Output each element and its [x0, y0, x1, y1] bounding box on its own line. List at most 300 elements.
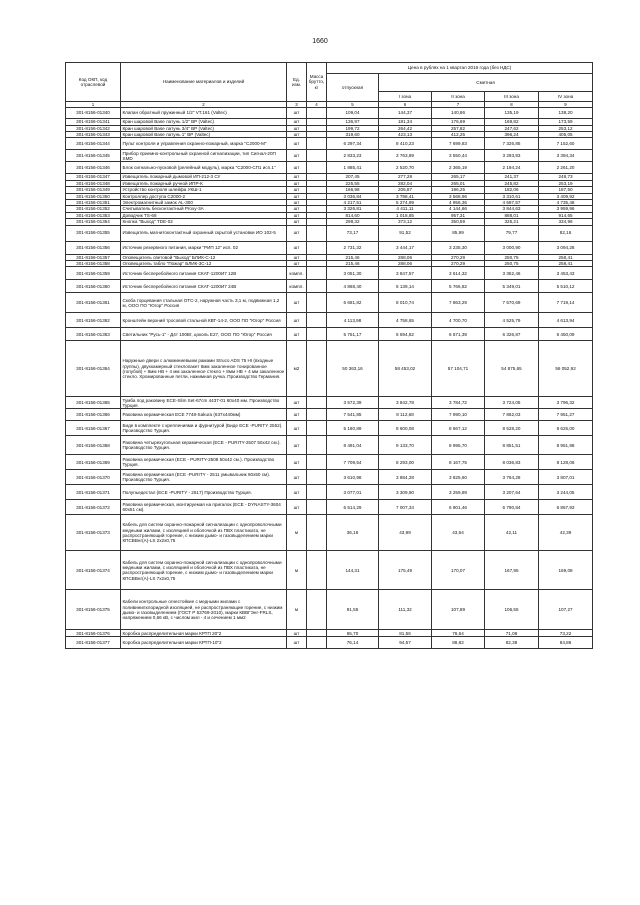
price-zone-2: 7 990,10 — [432, 409, 485, 421]
price-zone-1: 81,56 — [379, 630, 432, 637]
item-unit: шт — [287, 206, 307, 212]
table-row — [66, 267, 593, 280]
item-unit: шт — [287, 180, 307, 186]
item-name: Раковина керамическая ECE 7748-Sakura (637х440мм) — [121, 409, 287, 421]
item-name: Блок сигнально-пусковой (релейный модуль), марка "С2000-СП1 исп.1" — [121, 162, 287, 174]
item-name: Устройство контроля шлейфа УКШ-1 — [121, 187, 287, 193]
price-zone-3: 325,21 — [485, 219, 539, 225]
price-zone-4: 173,59 — [539, 119, 593, 125]
price-zone-3: 3 000,90 — [485, 241, 539, 254]
item-unit: шт — [287, 436, 307, 455]
price-zone-1: 6 139,14 — [379, 280, 432, 293]
item-unit: м — [287, 590, 307, 630]
price-zone-4: 2 261,20 — [539, 162, 593, 174]
price-zone-4: 334,96 — [539, 219, 593, 225]
price-zone-1: 2 520,70 — [379, 162, 432, 174]
item-name: Кабель для систем охранно-пожарной сигнализации с однопроволочными медными жилами, с изоляцией и оболочкой из ПВХ пластиката, не распространяющий горение, с низким дымо- и газовыделением марки КПСВВнг(А)-LS 2х2х0,75 — [121, 515, 287, 551]
release-price: 215,46 — [327, 254, 379, 260]
price-zone-3: 182,06 — [485, 187, 539, 193]
price-zone-4: 138,20 — [539, 108, 593, 119]
price-zone-2: 88,82 — [432, 637, 485, 649]
header-release-price: отпускная — [327, 74, 379, 102]
item-unit: шт — [287, 637, 307, 649]
column-number: 7 — [432, 102, 485, 108]
price-zone-2: 3 235,30 — [432, 241, 485, 254]
item-code: 301-8156-01343 — [66, 132, 121, 138]
item-code: 301-8156-01371 — [66, 485, 121, 500]
item-code: 301-8156-01348 — [66, 180, 121, 186]
price-zone-3: 3 844,63 — [485, 206, 539, 212]
price-zone-3: 8 036,83 — [485, 455, 539, 470]
item-mass — [307, 637, 327, 649]
item-code: 301-8156-01366 — [66, 409, 121, 421]
price-zone-3: 135,19 — [485, 108, 539, 119]
item-unit: шт — [287, 500, 307, 515]
price-zone-4: 73,22 — [539, 630, 593, 637]
header-zone-1: I зона — [379, 92, 432, 102]
item-unit: шт — [287, 174, 307, 180]
item-name: Прибор приемно-контрольный охранной сигнализации, тип Сигнал-20П SMD — [121, 150, 287, 162]
price-zone-3: 106,55 — [485, 590, 539, 630]
item-name: Кран шаровой Base латунь 1" ВР (Valtec) — [121, 132, 287, 138]
item-code: 301-8156-01341 — [66, 119, 121, 125]
price-zone-3: 247,62 — [485, 125, 539, 131]
table-row — [66, 313, 593, 328]
price-zone-2: 4 956,36 — [432, 200, 485, 206]
item-code: 301-8156-01375 — [66, 590, 121, 630]
header-name: Наименование материалов и изделий — [121, 63, 287, 102]
price-zone-1: 175,49 — [379, 551, 432, 590]
price-zone-3: 54 875,65 — [485, 341, 539, 397]
price-zone-2: 3 568,96 — [432, 193, 485, 199]
item-mass — [307, 150, 327, 162]
item-mass — [307, 409, 327, 421]
price-zone-2: 7 699,83 — [432, 138, 485, 150]
price-zone-3: 3 724,05 — [485, 397, 539, 409]
table-row — [66, 421, 593, 436]
price-zone-1: 206,87 — [379, 187, 432, 193]
item-name: Раковина четырехугольная керамическая (ECE - PURITY-2507 50х42 см.). Производство Турция. — [121, 436, 287, 455]
item-mass — [307, 485, 327, 500]
release-price: 109,04 — [327, 108, 379, 119]
price-zone-2: 196,25 — [432, 187, 485, 193]
price-zone-4: 3 409,92 — [539, 193, 593, 199]
item-name: Кнопка "Выход" TDE-02 — [121, 219, 287, 225]
price-zone-3: 79,77 — [485, 225, 539, 241]
item-mass — [307, 470, 327, 485]
table-row — [66, 470, 593, 485]
price-zone-1: 288,06 — [379, 254, 432, 260]
release-price: 136,97 — [327, 119, 379, 125]
price-zone-1: 3 842,78 — [379, 397, 432, 409]
item-code: 301-8156-01372 — [66, 500, 121, 515]
item-unit: шт — [287, 219, 307, 225]
price-table — [65, 62, 593, 649]
item-mass — [307, 267, 327, 280]
item-name: Раковина керамическая, монтируемая на пригалок (ECE - DYNASTY-3604 60х51 см). — [121, 500, 287, 515]
item-code: 301-8156-01363 — [66, 328, 121, 341]
item-code: 301-8156-01360 — [66, 280, 121, 293]
price-zone-2: 140,86 — [432, 108, 485, 119]
item-mass — [307, 551, 327, 590]
price-zone-3: 5 349,01 — [485, 280, 539, 293]
price-zone-1: 94,57 — [379, 637, 432, 649]
price-zone-2: 8 995,70 — [432, 436, 485, 455]
price-zone-4: 253,19 — [539, 180, 593, 186]
table-row — [66, 341, 593, 397]
item-mass — [307, 397, 327, 409]
item-mass — [307, 630, 327, 637]
item-name: Кран шаровой Base латунь 3/4" ВР (Valtec) — [121, 125, 287, 131]
item-mass — [307, 241, 327, 254]
price-zone-4: 169,08 — [539, 551, 593, 590]
price-zone-3: 2 194,24 — [485, 162, 539, 174]
item-unit: шт — [287, 241, 307, 254]
price-zone-1: 3 847,57 — [379, 267, 432, 280]
column-number: 4 — [307, 102, 327, 108]
item-unit: м2 — [287, 341, 307, 397]
item-code: 301-8156-01350 — [66, 193, 121, 199]
price-zone-2: 6 901,46 — [432, 500, 485, 515]
item-code: 301-8156-01374 — [66, 551, 121, 590]
table-row — [66, 162, 593, 174]
price-zone-4: 7 152,60 — [539, 138, 593, 150]
price-zone-4: 258,41 — [539, 254, 593, 260]
item-name: Источник резервного питания, марки "РИП 12" исп. 02 — [121, 241, 287, 254]
item-name: Коробка распределительная марки КРТП 20"2 — [121, 630, 287, 637]
item-name: Биде в комплекте с креплениями и фурнитурой (Биде ECE -PURITY 2552). Производство Турция. — [121, 421, 287, 436]
price-zone-3: 169,82 — [485, 119, 539, 125]
release-price: 2 731,32 — [327, 241, 379, 254]
price-zone-4: 84,86 — [539, 637, 593, 649]
item-code: 301-8156-01356 — [66, 241, 121, 254]
price-zone-4: 187,50 — [539, 187, 593, 193]
item-name: Раковина керамическая (ECE -PURITY - 2511 умывальник 60х50 см). Производство Турция. — [121, 470, 287, 485]
item-name: Кабели контрольные огнестойкие с медными жилами с поливинилхлоридной изоляцией, не распространяющие горение, с низким дымо- и газовыделением (ГОСТ Р 53769-2010), марки КВВГЭнг-FRLS, напряжением 0,66 кВ, с числом жил - 4 и сечением 1 мм2 — [121, 590, 287, 630]
item-code: 301-8156-01345 — [66, 150, 121, 162]
price-zone-2: 170,07 — [432, 551, 485, 590]
item-unit: шт — [287, 193, 307, 199]
release-price: 4 113,98 — [327, 313, 379, 328]
release-price: 5 180,89 — [327, 421, 379, 436]
price-zone-1: 8 600,08 — [379, 421, 432, 436]
item-name: Светильник "Русь-1" - Д4т 100Вт, цоколь Е27, ООО ПО "Югор" Россия — [121, 328, 287, 341]
table-body — [66, 108, 593, 649]
table-row — [66, 241, 593, 254]
price-zone-2: 957,31 — [432, 212, 485, 218]
price-zone-3: 3 207,64 — [485, 485, 539, 500]
release-price: 50 363,16 — [327, 341, 379, 397]
item-mass — [307, 515, 327, 551]
item-unit: шт — [287, 470, 307, 485]
release-price: 144,31 — [327, 551, 379, 590]
column-number: 5 — [327, 102, 379, 108]
release-price: 3 572,39 — [327, 397, 379, 409]
item-name: Кран шаровой Base латунь 1/2" ВР (Valtec) — [121, 119, 287, 125]
price-zone-4: 56 052,92 — [539, 341, 593, 397]
item-name: Тумба под раковину ECE-Slim Set-67cm 4437-01 60х40 мм. Производство Турция. — [121, 397, 287, 409]
price-zone-2: 3 825,60 — [432, 470, 485, 485]
table-row — [66, 293, 593, 313]
price-zone-1: 3 309,90 — [379, 485, 432, 500]
release-price: 76,14 — [327, 637, 379, 649]
table-row — [66, 455, 593, 470]
item-unit: шт — [287, 485, 307, 500]
item-unit: шт — [287, 630, 307, 637]
price-zone-4: 405,05 — [539, 132, 593, 138]
release-price: 4 868,40 — [327, 280, 379, 293]
item-unit: шт — [287, 212, 307, 218]
price-zone-2: 350,59 — [432, 219, 485, 225]
item-name: Пульт контроля и управления охранно-пожарный, марка "С2000-М" — [121, 138, 287, 150]
release-price: 7 541,85 — [327, 409, 379, 421]
release-price: 3 610,98 — [327, 470, 379, 485]
item-code: 301-8156-01354 — [66, 219, 121, 225]
price-zone-4: 4 613,94 — [539, 313, 593, 328]
item-name: Оповещатель табло "Пожар" БЛИК-3С-12 — [121, 261, 287, 267]
release-price: 319,60 — [327, 132, 379, 138]
item-code: 301-8156-01355 — [66, 225, 121, 241]
price-zone-4: 6 867,93 — [539, 500, 593, 515]
table-row — [66, 108, 593, 119]
release-price: 5 751,17 — [327, 328, 379, 341]
price-zone-4: 7 951,27 — [539, 409, 593, 421]
price-zone-4: 6 450,09 — [539, 328, 593, 341]
price-zone-3: 4 525,79 — [485, 313, 539, 328]
price-zone-1: 4 411,11 — [379, 206, 432, 212]
item-name: Коробка распределительная марки КРТП-10"2 — [121, 637, 287, 649]
price-zone-1: 144,37 — [379, 108, 432, 119]
header-unit: Ед. изм. — [287, 63, 307, 102]
column-number: 8 — [485, 102, 539, 108]
price-zone-2: 7 863,29 — [432, 293, 485, 313]
price-zone-2: 4 700,70 — [432, 313, 485, 328]
price-zone-4: 42,39 — [539, 515, 593, 551]
table-row — [66, 328, 593, 341]
price-zone-4: 3 394,34 — [539, 150, 593, 162]
item-code: 301-8156-01368 — [66, 436, 121, 455]
column-number: 2 — [121, 102, 287, 108]
item-mass — [307, 138, 327, 150]
price-zone-1: 3 884,28 — [379, 470, 432, 485]
release-price: 65,70 — [327, 630, 379, 637]
item-code: 301-8156-01373 — [66, 515, 121, 551]
price-zone-4: 3 094,28 — [539, 241, 593, 254]
price-zone-1: 181,34 — [379, 119, 432, 125]
price-zone-2: 265,17 — [432, 174, 485, 180]
item-unit: шт — [287, 421, 307, 436]
price-zone-4: 3 807,01 — [539, 470, 593, 485]
column-number: 3 — [287, 102, 307, 108]
item-unit: шт — [287, 409, 307, 421]
table-row — [66, 138, 593, 150]
release-price: 3 326,81 — [327, 206, 379, 212]
item-code: 301-8156-01349 — [66, 187, 121, 193]
table-row — [66, 397, 593, 409]
price-zone-1: 282,04 — [379, 180, 432, 186]
release-price: 298,32 — [327, 219, 379, 225]
item-mass — [307, 590, 327, 630]
release-price: 166,98 — [327, 187, 379, 193]
release-price: 225,55 — [327, 180, 379, 186]
price-zone-3: 42,11 — [485, 515, 539, 551]
release-price: 4 217,51 — [327, 200, 379, 206]
item-unit: шт — [287, 261, 307, 267]
item-name: Доводчик TS-68 — [121, 212, 287, 218]
header-zone-2: II зона — [432, 92, 485, 102]
price-zone-4: 3 959,96 — [539, 206, 593, 212]
item-name: Полупьедестал (ECE -PURITY - 2517) Производство Турция. — [121, 485, 287, 500]
release-price: 6 681,82 — [327, 293, 379, 313]
release-price: 215,46 — [327, 261, 379, 267]
item-mass — [307, 421, 327, 436]
table-row — [66, 280, 593, 293]
item-unit: шт — [287, 150, 307, 162]
page-number: 1660 — [312, 38, 328, 45]
item-code: 301-8156-01351 — [66, 200, 121, 206]
header-row-1 — [66, 63, 593, 74]
item-name: Клапан обратный пружинный 1/2" VT.161 (Valtec) — [121, 108, 287, 119]
table-row — [66, 637, 593, 649]
price-zone-2: 3 550,44 — [432, 150, 485, 162]
price-zone-1: 4 758,65 — [379, 313, 432, 328]
item-mass — [307, 108, 327, 119]
item-name: Источник бесперебойного питания СКАТ-1200И7 12В — [121, 267, 287, 280]
price-zone-3: 167,95 — [485, 551, 539, 590]
price-zone-1: 3 798,41 — [379, 193, 432, 199]
item-code: 301-8156-01362 — [66, 313, 121, 328]
price-zone-3: 7 326,85 — [485, 138, 539, 150]
release-price: 73,17 — [327, 225, 379, 241]
price-zone-2: 8 167,75 — [432, 455, 485, 470]
price-zone-3: 7 862,03 — [485, 409, 539, 421]
item-code: 301-8156-01352 — [66, 206, 121, 212]
header-mass: Масса брутто, кг — [307, 63, 327, 102]
price-zone-4: 5 510,12 — [539, 280, 593, 293]
item-unit: компл. — [287, 267, 307, 280]
item-name: Считыватель бесконтактный Proxy-3A — [121, 206, 287, 212]
item-name: Раковина керамическая (ECE - PURITY-2508 50х42 см.). Производство Турция. — [121, 455, 287, 470]
item-unit: шт — [287, 328, 307, 341]
price-zone-1: 373,12 — [379, 219, 432, 225]
item-mass — [307, 313, 327, 328]
column-number: 6 — [379, 102, 432, 108]
item-mass — [307, 293, 327, 313]
table-row — [66, 500, 593, 515]
price-zone-3: 245,82 — [485, 180, 539, 186]
table-row — [66, 590, 593, 630]
price-zone-1: 8 293,00 — [379, 455, 432, 470]
release-price: 6 514,29 — [327, 500, 379, 515]
item-mass — [307, 500, 327, 515]
price-zone-3: 241,37 — [485, 174, 539, 180]
item-unit: м — [287, 551, 307, 590]
table-row — [66, 630, 593, 637]
item-code: 301-8156-01342 — [66, 125, 121, 131]
price-zone-4: 248,73 — [539, 174, 593, 180]
price-zone-2: 43,64 — [432, 515, 485, 551]
item-unit: шт — [287, 108, 307, 119]
price-zone-3: 3 352,46 — [485, 267, 539, 280]
item-code: 301-8156-01367 — [66, 421, 121, 436]
price-zone-4: 914,65 — [539, 212, 593, 218]
header-price-group: Цена в рублях на 1 квартал 2016 года (без НДС) — [327, 63, 593, 74]
item-code: 301-8156-01344 — [66, 138, 121, 150]
price-zone-4: 3 796,32 — [539, 397, 593, 409]
release-price: 2 833,23 — [327, 150, 379, 162]
release-price: 814,60 — [327, 212, 379, 218]
price-zone-4: 3 244,05 — [539, 485, 593, 500]
item-name: Электромагнитный замок AL-300 — [121, 200, 287, 206]
price-zone-3: 250,75 — [485, 254, 539, 260]
price-zone-3: 396,24 — [485, 132, 539, 138]
price-zone-2: 3 784,72 — [432, 397, 485, 409]
price-zone-4: 258,41 — [539, 261, 593, 267]
price-zone-4: 8 625,00 — [539, 421, 593, 436]
price-zone-1: 288,06 — [379, 261, 432, 267]
item-name: Извещатель пожарный дымовой ИП-212-3 СУ — [121, 174, 287, 180]
item-unit: шт — [287, 162, 307, 174]
price-zone-2: 6 571,39 — [432, 328, 485, 341]
item-unit: шт — [287, 254, 307, 260]
release-price: 207,45 — [327, 174, 379, 180]
column-number: 9 — [539, 102, 593, 108]
table-row — [66, 409, 593, 421]
price-zone-4: 8 951,98 — [539, 436, 593, 455]
price-zone-1: 43,99 — [379, 515, 432, 551]
item-unit: м — [287, 515, 307, 551]
release-price: 91,55 — [327, 590, 379, 630]
item-mass — [307, 162, 327, 174]
price-zone-2: 3 614,32 — [432, 267, 485, 280]
item-unit: шт — [287, 187, 307, 193]
item-code: 301-8156-01376 — [66, 630, 121, 637]
release-price: 8 491,04 — [327, 436, 379, 455]
price-zone-3: 3 764,28 — [485, 470, 539, 485]
price-zone-4: 3 453,43 — [539, 267, 593, 280]
price-zone-1: 5 274,99 — [379, 200, 432, 206]
item-name: Кронштейн верхний тросовой стальной КВТ-14-2, ООО ПО "Югор" Россия — [121, 313, 287, 328]
release-price: 3 077,01 — [327, 485, 379, 500]
release-price: 199,72 — [327, 125, 379, 131]
item-code: 301-8156-01369 — [66, 455, 121, 470]
item-code: 301-8156-01359 — [66, 267, 121, 280]
item-unit: шт — [287, 200, 307, 206]
price-zone-1: 7 007,34 — [379, 500, 432, 515]
price-zone-2: 265,01 — [432, 180, 485, 186]
item-unit: шт — [287, 132, 307, 138]
table-row — [66, 515, 593, 551]
table-row — [66, 150, 593, 162]
item-unit: шт — [287, 397, 307, 409]
header-zone-3: III зона — [485, 92, 539, 102]
price-zone-3: 82,38 — [485, 637, 539, 649]
item-code: 301-8156-01346 — [66, 162, 121, 174]
price-zone-3: 250,75 — [485, 261, 539, 267]
price-zone-3: 888,01 — [485, 212, 539, 218]
table-row — [66, 551, 593, 590]
item-mass — [307, 280, 327, 293]
item-mass — [307, 341, 327, 397]
price-zone-3: 7 570,69 — [485, 293, 539, 313]
item-mass — [307, 225, 327, 241]
item-name: Контроллер доступа С2000-2 — [121, 193, 287, 199]
price-zone-1: 3 444,17 — [379, 241, 432, 254]
table-row — [66, 436, 593, 455]
item-name: Извещатель магнитоконтактный охранный скрытой установки ИО 102-5 — [121, 225, 287, 241]
price-zone-2: 257,82 — [432, 125, 485, 131]
item-unit: шт — [287, 225, 307, 241]
